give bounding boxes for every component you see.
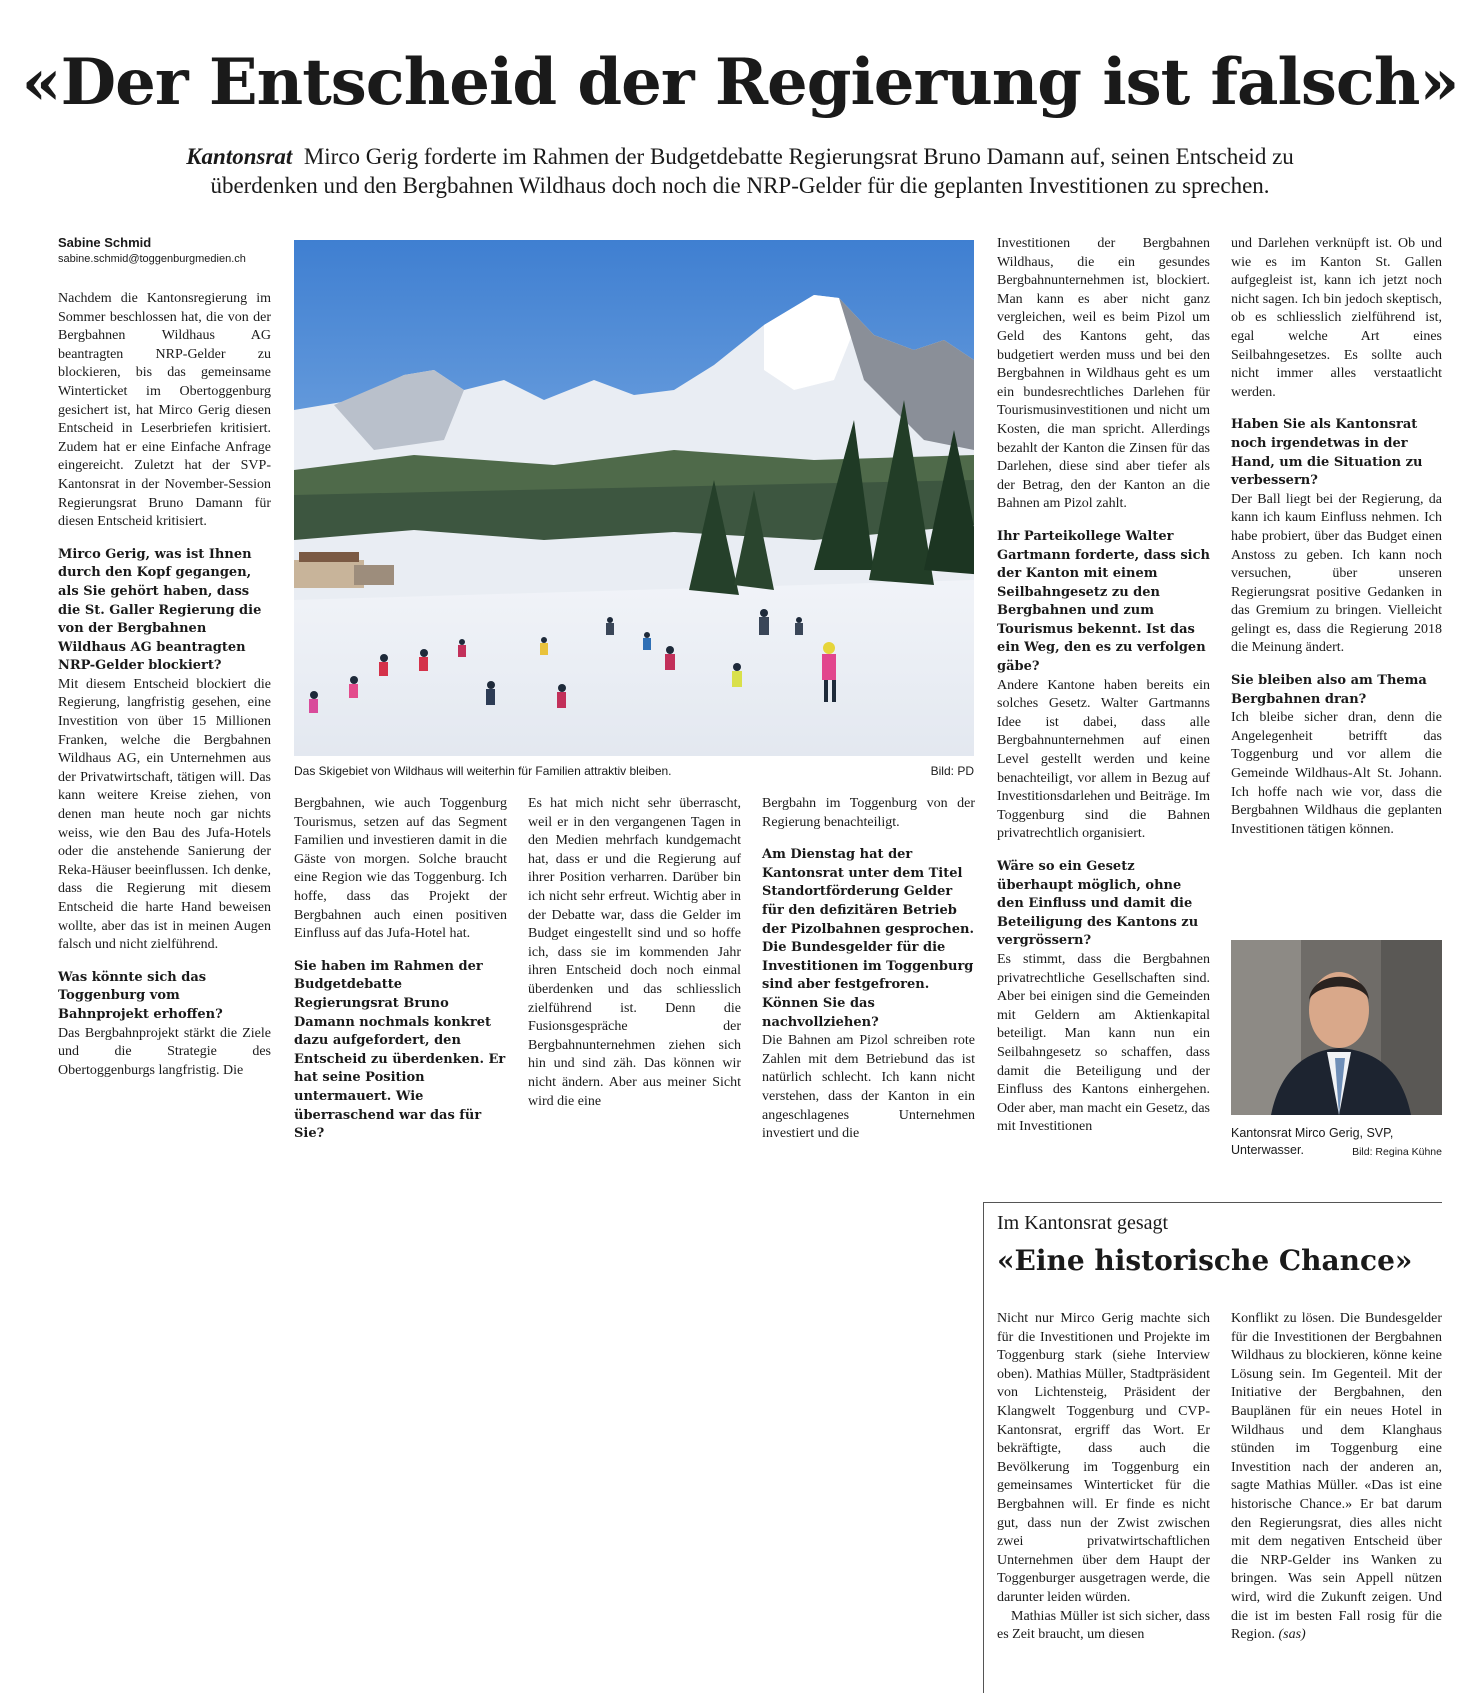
answer-4: Die Bahnen am Pizol schreiben rote Zahlen mit dem Betriebund das ist natürlich schlecht. Ich kann nicht verstehen, dass der Kanton in ein angeschlagenes Unternehmen investiert und die — [762, 1033, 975, 1142]
column-6 — [1231, 235, 1442, 839]
ski-slope-photo — [294, 240, 974, 756]
box-kicker: Im Kantonsrat gesagt — [997, 1212, 1169, 1234]
answer-1: Mit diesem Entscheid blockiert die Regierung, langfristig gesehen, eine Investition von über 15 Millionen Franken, welche die Bergbahnen Wildhaus AG, ein Unternehmen aus der Privatwirtschaft, tätigen will. Das kann weitere Kreise ziehen, von denen man heute noch gar nichts weiss, wie den Bau des Jufa-Hotels oder die anstehende Sanierung der Reka-Häuser beeinflussen. Ich denke, dass die Regierung mit diesem Entscheid die harte Hand beweisen wollte, aber das ist in meinen Augen falsch und nicht zielführend. — [58, 676, 271, 953]
answer-3: Es hat mich nicht sehr überrascht, weil er in den vergangenen Tagen in den Medien mehrfach kundgemacht hat, dass er und die Regierung auf ihrer Position verharren. Darüber bin ich nicht sehr erfreut. Wichtig aber in der Debatte war, dass die Gelder im Budget eingestellt sind und so hoffe ich, dass sie im kommenden Jahr ihren Entscheid doch noch einmal überdenken und das schliesslich zielführend ist. Denn die Fusionsgespräche der Bergbahnunternehmen ziehen sich hin und sind zäh. Das können wir nicht ändern. Aber aus meiner Sicht wird die eine — [528, 796, 741, 1109]
author-name: Sabine Schmid — [58, 235, 152, 250]
box-paragraph-2: Mathias Müller ist sich sicher, dass es Zeit braucht, um diesen — [997, 1608, 1210, 1643]
portrait-caption-text: Kantonsrat Mirco Gerig, SVP, Unterwasser. — [1231, 1126, 1394, 1157]
column-4 — [762, 795, 975, 1144]
portrait-credit: Bild: Regina Kühne — [1352, 1146, 1442, 1158]
box-signature: (sas) — [1278, 1627, 1306, 1643]
answer-3-continued: Bergbahn im Toggenburg von der Regierung benachteiligt. — [762, 796, 975, 830]
answer-2-continued: Bergbahnen, wie auch Toggenburg Tourismus, setzen auf das Segment Familien und investieren damit in die Gäste von morgen. Solche braucht eine Region wie das Toggenburg. Ich hoffe, dass das Projekt der Bergbahnen auch einen positiven Einfluss auf das Jufa-Hotel hat. — [294, 796, 507, 942]
author-email: sabine.schmid@toggenburgmedien.ch — [58, 253, 246, 265]
photo-credit: Bild: PD — [930, 764, 974, 778]
answer-7: Der Ball liegt bei der Regierung, da kann ich kaum Einfluss nehmen. Ich habe probiert, über das Budget einen Anstoss zu geben. Ich kann noch versuchen, über unseren Regierungsrat positive Gedanken in das Gremium zu bringen. Vielleicht gelingt es, dass die Regierung 2018 die Meinung ändert. — [1231, 491, 1442, 656]
question-3: Sie haben im Rahmen der Budgetdebatte Regierungsrat Bruno Damann nochmals konkret dazu aufgefordert, den Entscheid zu überdenken. Er hat seine Position untermauert. Wie überraschend war das für Sie? — [294, 958, 506, 1142]
answer-6-continued: und Darlehen verknüpft ist. Ob und wie es im Kanton St. Gallen aufgegleist ist, kann ich jetzt noch nicht sagen. Ich bin jedoch skeptisch, ob es schliesslich zielführend ist, egal welche Art eines Seilbahngesetzes. Es sollte auch nicht immer alles verstaatlicht werden. — [1231, 236, 1442, 400]
photo-caption-text: Das Skigebiet von Wildhaus will weiterhin für Familien attraktiv bleiben. — [294, 764, 672, 778]
box-column-1 — [997, 1310, 1210, 1645]
answer-4-continued: Investitionen der Bergbahnen Wildhaus, die ein gesundes Bergbahnunternehmen ist, blockiert. Man kann es aber nicht ganz vergleichen, weil es beim Pizol um Geld des Kantons geht, das budgetiert werden muss und bei den Bergbahnen in Wildhaus geht es um ein bundesrechtliches Darlehen für Tourismusinvestitionen und nicht um Kosten, die man spricht. Allerdings bezahlt der Kanton die Zinsen für das Darlehen, diese sind aber tiefer als der Betrag, den der Kanton an die Bahnen am Pizol zahlt. — [997, 236, 1210, 512]
answer-8: Ich bleibe sicher dran, denn die Angelegenheit betrifft das Toggenburg und vor allem die Gemeinde Wildhaus-Alt St. Johann. Ich hoffe nach wie vor, dass die Bergbahnen Wildhaus die geplanten Investitionen tätigen können. — [1231, 710, 1442, 837]
headline: «Der Entscheid der Regierung ist falsch» — [21, 45, 1459, 120]
byline — [58, 235, 288, 265]
lead-kicker: Kantonsrat — [186, 144, 293, 169]
answer-5: Andere Kantone haben bereits ein solches Gesetz. Walter Gartmanns Idee ist dabei, dass alle Bergbahnunternehmen auf einen Level gestellt werden und keine benachteiligt, vor allem in Bezug auf Investitionsdarlehen und Beiträge. Im Toggenburg sind die Bahnen privatrechtlich organisiert. — [997, 677, 1210, 842]
box-paragraph-3-text: Konflikt zu lösen. Die Bundesgelder für die Investitionen der Bergbahnen Wildhaus zu blockieren, könne keine Lösung sein. Im Gegenteil. Mit der Initiative der Bergbahnen, den Bauplänen für ein neues Hotel in Wildhaus und dem Klanghaus stünden im Toggenburg eine Investition nach der anderen an, sagte Mathias Müller. «Das ist eine historische Chance.» Er bat darum den Regierungsrat, dies alles nicht mit dem negativen Entscheid über die NRP-Gelder ins Wanken zu bringen. Was sein Appell nützen wird, wird die Zukunft zeigen. Und die ist im besten Fall rosig für die Region. — [1231, 1311, 1442, 1643]
portrait-photo — [1231, 940, 1442, 1115]
column-3 — [528, 795, 741, 1111]
photo-caption — [294, 764, 974, 778]
answer-6: Es stimmt, dass die Bergbahnen privatrechtliche Gesellschaften sind. Aber bei einigen sind die Gemeinden mit Geldern am Aktienkapital beteiligt. Man kann nun ein Seilbahngesetz so schaffen, dass damit die Beteiligung und der Einfluss des Kantons einhergehen. Oder aber, man macht ein Gesetz, das mit Investitionen — [997, 951, 1210, 1135]
box-title: «Eine historische Chance» — [997, 1244, 1413, 1277]
question-4: Am Dienstag hat der Kantonsrat unter dem Titel Standortförderung Gelder für den defizitären Betrieb der Pizolbahnen gesprochen. Die Bundesgelder für die Investitionen im Toggenburg sind aber festgefroren. Können Sie das nachvollziehen? — [762, 847, 975, 1030]
lead-text: Mirco Gerig forderte im Rahmen der Budgetdebatte Regierungsrat Bruno Damann auf, seinen Entscheid zu überdenken und den Bergbahnen Wildhaus doch noch die NRP-Gelder für die geplanten Investitionen zu sprechen. — [210, 144, 1294, 198]
box-column-2 — [1231, 1310, 1442, 1645]
column-5 — [997, 235, 1210, 1137]
box-left-rule — [983, 1202, 984, 1693]
column-2 — [294, 795, 507, 1144]
box-top-rule — [983, 1202, 1442, 1203]
intro-paragraph: Nachdem die Kantonsregierung im Sommer beschlossen hat, die von der Bergbahnen Wildhaus AG beantragten NRP-Gelder zu blockieren, bis das gemeinsame Winterticket im Obertoggenburg gesichert ist, hat Mirco Gerig diesen Entscheid in Leserbriefen kritisiert. Zudem hat er eine Einfache Anfrage eingereicht. Zuletzt hat der SVP-Kantonsrat in der November-Session Regierungsrat Bruno Damann für diesen Entscheid kritisiert. — [58, 291, 271, 530]
lead — [140, 142, 1340, 200]
question-6: Wäre so ein Gesetz überhaupt möglich, ohne den Einfluss und damit die Beteiligung des Kantons zu vergrössern? — [997, 859, 1199, 949]
box-paragraph-1: Nicht nur Mirco Gerig machte sich für die Investitionen und Projekte im Toggenburg stark (siehe Interview oben). Mathias Müller, Stadtpräsident von Lichtensteig, Präsident der Klangwelt Toggenburg und CVP-Kantonsrat, ergriff das Wort. Er bekräftigte, dass auch die Bevölkerung im Toggenburg ein gemeinsames Winterticket für die Bergbahnen will. Er finde es nicht gut, dass nun der Zwist zwischen zwei privatwirtschaftlichen Unternehmen über dem Haupt der Toggenburger ausgetragen werde, die darunter leiden würden. — [997, 1311, 1210, 1605]
question-1: Mirco Gerig, was ist Ihnen durch den Kopf gegangen, als Sie gehört haben, dass die St. Galler Regierung die von der Bergbahnen Wildhaus AG beantragten NRP-Gelder blockiert? — [58, 546, 262, 674]
portrait-caption — [1231, 1125, 1442, 1161]
column-1 — [58, 290, 271, 1080]
question-2: Was könnte sich das Toggenburg vom Bahnprojekt erhoffen? — [58, 969, 223, 1022]
box-paragraph-3 — [1231, 1310, 1442, 1645]
question-8: Sie bleiben also am Thema Bergbahnen dran? — [1231, 673, 1427, 707]
question-7: Haben Sie als Kantonsrat noch irgendetwas in der Hand, um die Situation zu verbessern? — [1231, 417, 1423, 489]
question-5: Ihr Parteikollege Walter Gartmann forderte, dass sich der Kanton mit einem Seilbahngesetz zu den Bergbahnen und zum Tourismus bekennt. Ist das ein Weg, den es zu verfolgen gäbe? — [997, 528, 1210, 675]
answer-2: Das Bergbahnprojekt stärkt die Ziele und die Strategie des Obertoggenburgs langfristig. Die — [58, 1025, 271, 1078]
